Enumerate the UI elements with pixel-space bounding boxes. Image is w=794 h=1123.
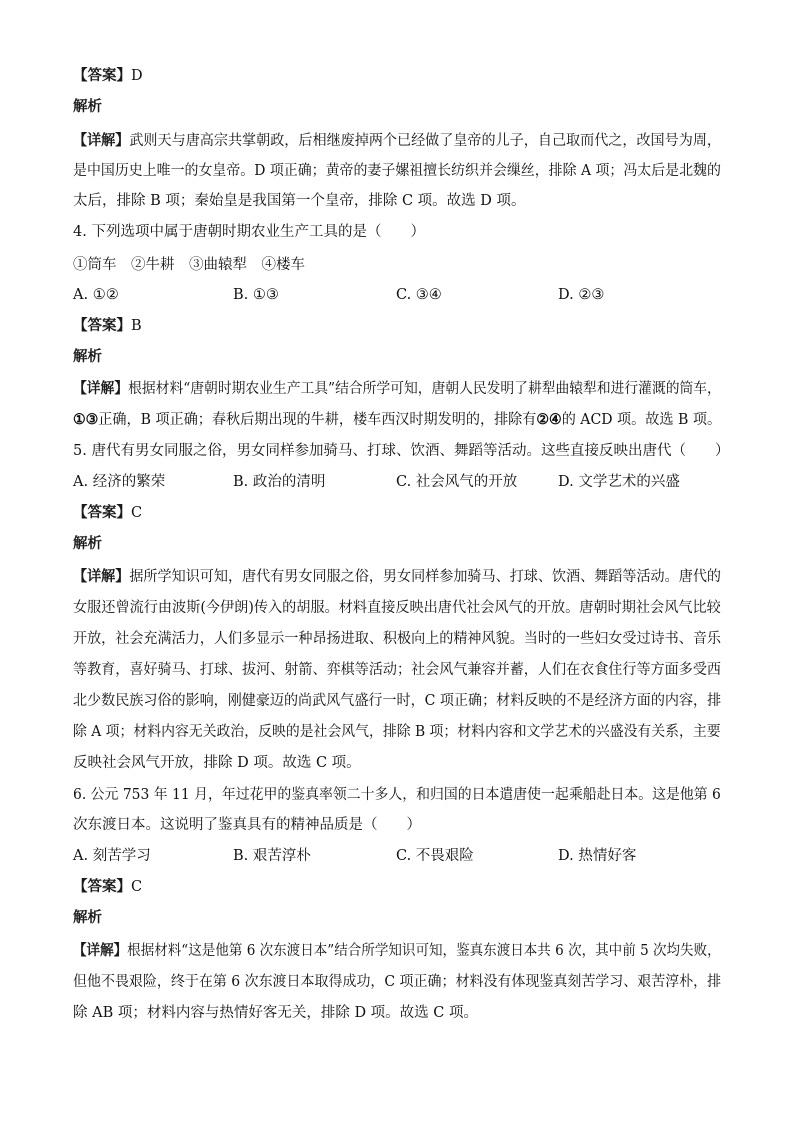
q6-option-a: A. 刻苦学习 xyxy=(73,848,151,864)
q4-answer xyxy=(73,316,142,336)
q4-items: ①筒车 ②牛耕 ③曲辕犁 ④楼车 xyxy=(73,257,305,273)
q4-detail-line-1 xyxy=(73,379,721,399)
q4-detail-line-2 xyxy=(73,410,722,430)
q3-analysis-heading: 解析 xyxy=(73,98,102,115)
q5-detail-line-5: 北少数民族习俗的影响，刚健豪迈的尚武风气盛行一时，C 项正确；材料反映的不是经济方面的内容，排 xyxy=(73,693,722,709)
answer-value: D xyxy=(131,68,143,84)
q6-answer xyxy=(73,877,142,897)
q5-option-d: D. 文学艺术的兴盛 xyxy=(558,474,680,490)
answer-value: C xyxy=(131,879,143,895)
q5-detail-line-2: 女服还曾流行由波斯(今伊朗)传入的胡服。材料直接反映出唐代社会风气的开放。唐朝时期社会风气比较 xyxy=(73,600,721,616)
answer-label: 【答案】 xyxy=(73,317,131,334)
q3-answer xyxy=(73,66,143,86)
q3-detail-line-1 xyxy=(73,131,721,151)
detail-label: 【详解】 xyxy=(73,380,129,397)
detail-label: 【详解】 xyxy=(73,942,128,959)
q6-analysis-heading: 解析 xyxy=(73,909,102,926)
q5-option-b: B. 政治的清明 xyxy=(233,474,326,490)
q5-detail-line-1 xyxy=(73,567,721,587)
q4-option-b: B. ①③ xyxy=(233,287,279,303)
q6-detail-line-3: 除 AB 项；材料内容与热情好客无关，排除 D 项。故选 C 项。 xyxy=(73,1005,478,1021)
q6-option-b: B. 艰苦淳朴 xyxy=(233,848,311,864)
detail-text: 据所学知识可知，唐代有男女同服之俗，男女同样参加骑马、打球、饮酒、舞蹈等活动。唐代的 xyxy=(129,569,721,585)
detail-label: 【详解】 xyxy=(73,568,130,585)
circled-numbers: ②④ xyxy=(536,411,562,428)
q4-option-a: A. ①② xyxy=(73,287,119,303)
q5-detail-line-7: 反映社会风气开放，排除 D 项。故选 C 项。 xyxy=(73,755,361,771)
q6-detail-line-2: 但他不畏艰险，终于在第 6 次东渡日本取得成功，C 项正确；材料没有体现鉴真刻苦学习、艰苦淳朴，排 xyxy=(73,974,722,990)
detail-text: 的 ACD 项。故选 B 项。 xyxy=(561,412,722,428)
q3-detail-line-2: 是中国历史上唯一的女皇帝。D 项正确；黄帝的妻子嫘祖擅长纺织并会缫丝，排除 A 项；冯太后是北魏的 xyxy=(73,163,721,179)
circled-numbers: ①③ xyxy=(73,411,99,428)
q6-option-d: D. 热情好客 xyxy=(558,848,637,864)
q6-detail-line-1 xyxy=(73,941,721,961)
q6-stem-line-2: 次东渡日本。这说明了鉴真具有的精神品质是（ ） xyxy=(73,817,421,833)
q4-stem: 4. 下列选项中属于唐朝时期农业生产工具的是（ ） xyxy=(73,224,425,240)
answer-value: C xyxy=(131,505,143,521)
q4-analysis-heading: 解析 xyxy=(73,348,102,365)
answer-label: 【答案】 xyxy=(73,878,131,895)
detail-text: 武则天与唐高宗共掌朝政，后相继废掉两个已经做了皇帝的儿子，自己取而代之，改国号为周， xyxy=(129,133,721,149)
q5-analysis-heading: 解析 xyxy=(73,535,102,552)
q5-option-a: A. 经济的繁荣 xyxy=(73,474,166,490)
q4-option-c: C. ③④ xyxy=(396,287,442,303)
answer-label: 【答案】 xyxy=(73,67,131,84)
detail-text: 根据材料“唐朝时期农业生产工具”结合所学可知，唐朝人民发明了耕犁曲辕犁和进行灌溉的筒车， xyxy=(128,381,721,397)
q5-detail-line-3: 开放，社会充满活力，人们多显示一种昂扬进取、积极向上的精神风貌。当时的一些妇女受过诗书、音乐 xyxy=(73,631,721,647)
detail-text: 根据材料“这是他第 6 次东渡日本”结合所学知识可知，鉴真东渡日本共 6 次，其中前 5 次均失败， xyxy=(127,943,721,959)
answer-label: 【答案】 xyxy=(73,504,131,521)
q4-option-d: D. ②③ xyxy=(558,287,605,303)
q6-option-c: C. 不畏艰险 xyxy=(396,848,474,864)
q5-detail-line-4: 等教育，喜好骑马、打球、拔河、射箭、弈棋等活动；社会风气兼容并蓄，人们在衣食住行等方面多受西 xyxy=(73,662,721,678)
q6-stem-line-1: 6. 公元 753 年 11 月，年过花甲的鉴真率领二十多人，和归国的日本遣唐使一起乘船赴日本。这是他第 6 xyxy=(73,787,721,803)
q3-detail-line-3: 太后，排除 B 项；秦始皇是我国第一个皇帝，排除 C 项。故选 D 项。 xyxy=(73,193,526,209)
q5-stem: 5. 唐代有男女同服之俗，男女同样参加骑马、打球、饮酒、舞蹈等活动。这些直接反映出唐代（ ） xyxy=(73,443,730,459)
q5-option-c: C. 社会风气的开放 xyxy=(396,474,518,490)
detail-text: 正确，B 项正确；春秋后期出现的牛耕，楼车西汉时期发明的，排除有 xyxy=(98,412,537,428)
detail-label: 【详解】 xyxy=(73,132,130,149)
q5-answer xyxy=(73,503,142,523)
answer-value: B xyxy=(131,318,142,334)
q5-detail-line-6: 除 A 项；材料内容无关政治，反映的是社会风气，排除 B 项；材料内容和文学艺术的兴盛没有关系，主要 xyxy=(73,724,721,740)
